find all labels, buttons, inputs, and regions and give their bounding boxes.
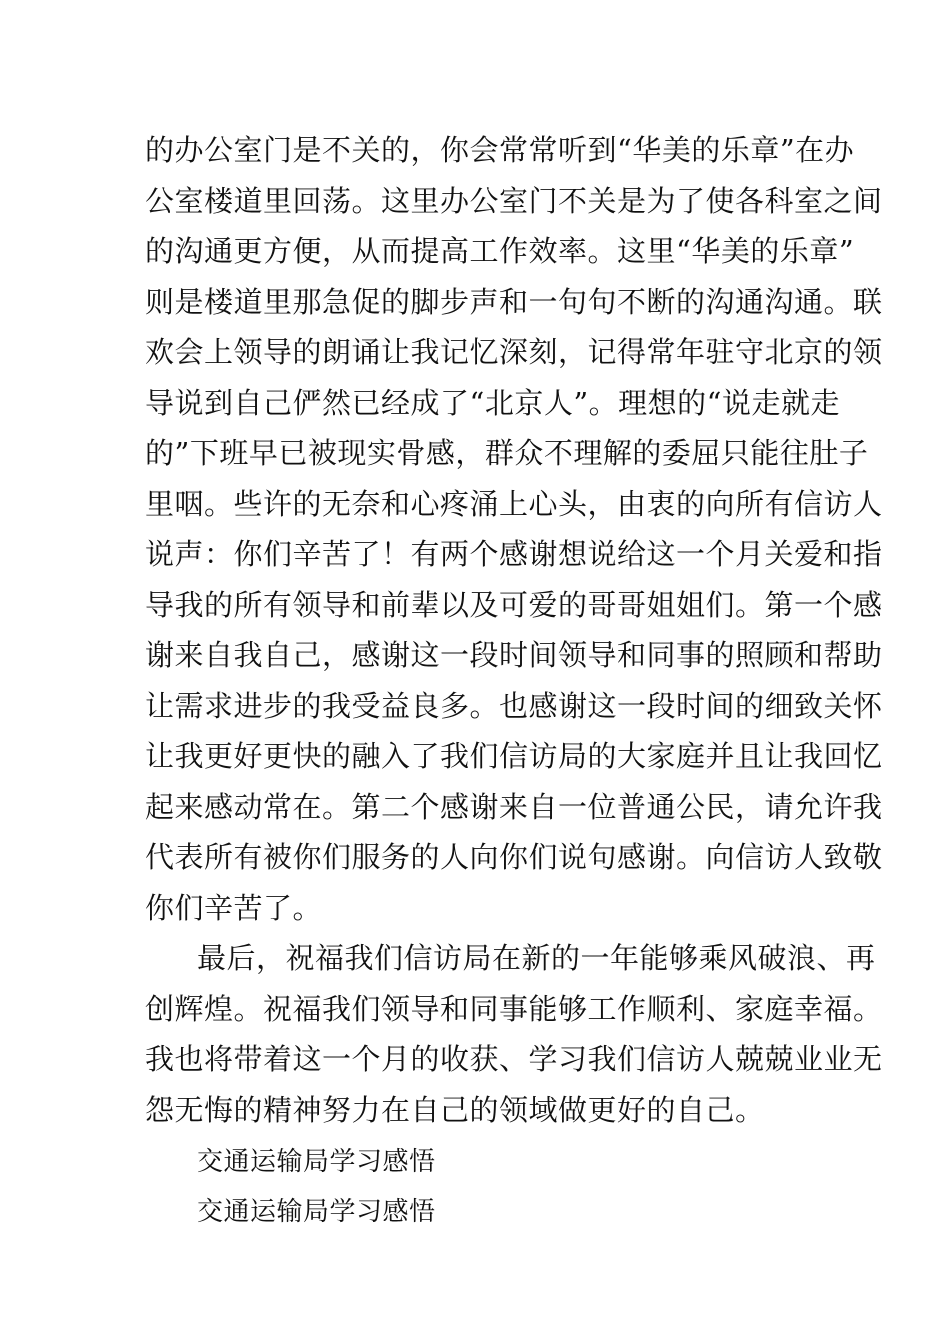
- paragraph-line: 导我的所有领导和前辈以及可爱的哥哥姐姐们。第一个感: [145, 588, 883, 622]
- paragraph-line: 说声：你们辛苦了！有两个感谢想说给这一个月关爱和指: [145, 537, 883, 571]
- paragraph-line: 的办公室门是不关的，你会常常听到“华美的乐章”在办: [145, 133, 855, 167]
- paragraph-line: 谢来自我自己，感谢这一段时间领导和同事的照顾和帮助: [145, 638, 883, 672]
- section-heading: 交通运输局学习感悟: [197, 1197, 436, 1227]
- paragraph-line: 让需求进步的我受益良多。也感谢这一段时间的细致关怀: [145, 689, 883, 723]
- paragraph-line: 的沟通更方便，从而提高工作效率。这里“华美的乐章”: [145, 234, 855, 268]
- paragraph-line: 起来感动常在。第二个感谢来自一位普通公民，请允许我: [145, 790, 883, 824]
- section-heading: 交通运输局学习感悟: [197, 1147, 436, 1177]
- paragraph-line: 最后，祝福我们信访局在新的一年能够乘风破浪、再: [197, 941, 876, 975]
- paragraph-line: 导说到自己俨然已经成了“北京人”。理想的“说走就走: [145, 386, 840, 420]
- paragraph-line: 欢会上领导的朗诵让我记忆深刻，记得常年驻守北京的领: [145, 335, 883, 369]
- paragraph-line: 代表所有被你们服务的人向你们说句感谢。向信访人致敬: [145, 840, 883, 874]
- paragraph-line: 则是楼道里那急促的脚步声和一句句不断的沟通沟通。联: [145, 285, 883, 319]
- paragraph-line: 你们辛苦了。: [145, 891, 323, 925]
- paragraph-line: 让我更好更快的融入了我们信访局的大家庭并且让我回忆: [145, 739, 883, 773]
- paragraph-line: 的”下班早已被现实骨感，群众不理解的委屈只能往肚子: [145, 436, 869, 470]
- paragraph-line: 里咽。些许的无奈和心疼涌上心头，由衷的向所有信访人: [145, 487, 883, 521]
- paragraph-line: 创辉煌。祝福我们领导和同事能够工作顺利、家庭幸福。: [145, 992, 883, 1026]
- paragraph-line: 公室楼道里回荡。这里办公室门不关是为了使各科室之间: [145, 184, 883, 218]
- paragraph-line: 怨无悔的精神努力在自己的领域做更好的自己。: [145, 1093, 765, 1127]
- paragraph-line: 我也将带着这一个月的收获、学习我们信访人兢兢业业无: [145, 1042, 883, 1076]
